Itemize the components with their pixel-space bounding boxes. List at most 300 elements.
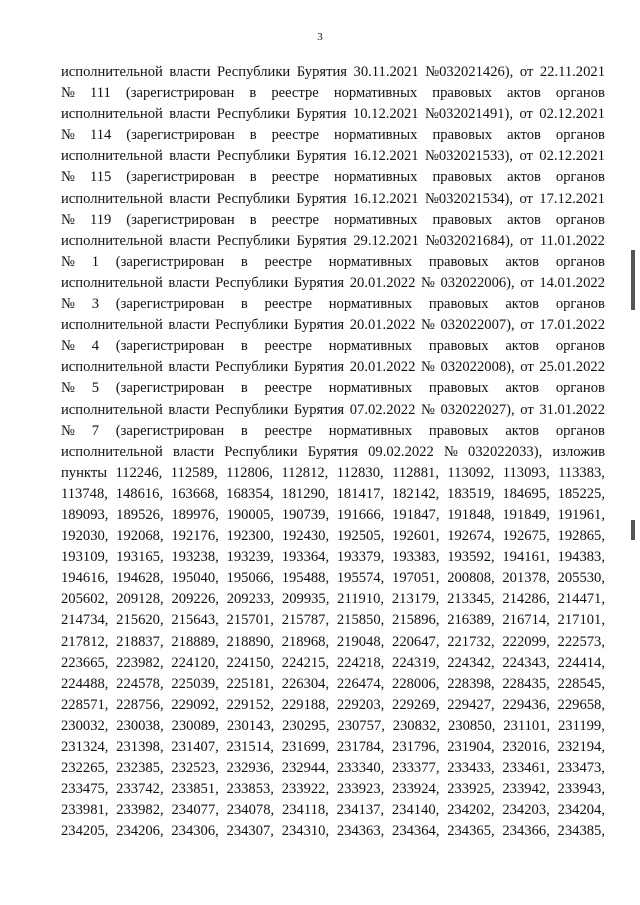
word: 230832,: [392, 717, 441, 734]
word: Бурятия: [296, 190, 347, 207]
word: 233461,: [502, 760, 550, 777]
word: 7: [91, 422, 99, 439]
text-line: [61, 104, 605, 125]
word: 228571,: [61, 696, 109, 713]
word: №: [61, 211, 75, 228]
word: 232265,: [61, 760, 109, 777]
word: 09.02.2022: [368, 443, 434, 460]
word: 230850,: [447, 717, 496, 734]
text-line: [61, 737, 605, 758]
word: (зарегистрирован: [115, 422, 225, 439]
word: 194628,: [116, 570, 164, 587]
word: (зарегистрирован: [126, 169, 235, 186]
word: 14.01.2022: [539, 274, 605, 291]
word: в: [240, 338, 248, 355]
word: Бурятия: [296, 232, 347, 249]
word: Республики: [216, 106, 290, 123]
word: 214734,: [61, 612, 109, 629]
word: актов: [507, 169, 541, 186]
word: 224150,: [226, 654, 274, 671]
word: 223665,: [61, 654, 109, 671]
word: 197051,: [392, 570, 440, 587]
word: 183519,: [447, 485, 495, 502]
word: 17.01.2022: [539, 317, 605, 334]
word: 233942,: [502, 781, 550, 798]
word: 215896,: [392, 612, 440, 629]
word: 232194,: [557, 739, 605, 755]
word: 191849,: [502, 506, 550, 523]
word: 189093,: [61, 506, 109, 523]
word: 181290,: [281, 485, 329, 502]
word: 214286,: [502, 591, 550, 608]
word: 194616,: [61, 570, 109, 587]
word: 205530,: [557, 570, 605, 587]
word: 234202,: [447, 802, 495, 819]
word: исполнительной: [61, 359, 163, 376]
word: 112881,: [392, 464, 439, 481]
word: в: [240, 296, 248, 313]
word: 192865,: [557, 528, 605, 545]
word: 230143,: [226, 717, 275, 734]
word: 233473,: [557, 760, 605, 777]
word: 232385,: [116, 760, 164, 777]
word: 231398,: [116, 739, 164, 755]
text-line: [61, 62, 605, 83]
word: 233922,: [281, 781, 330, 798]
word: в: [249, 211, 257, 228]
word: 233851,: [171, 781, 219, 798]
word: 113093,: [502, 464, 550, 481]
word: правовых: [432, 169, 493, 186]
word: 231101,: [503, 717, 551, 734]
word: 209128,: [116, 591, 164, 608]
word: 20.01.2022: [349, 274, 416, 291]
word: 30.11.2021: [353, 64, 419, 80]
word: 223982,: [116, 654, 164, 671]
word: 226474,: [336, 675, 385, 692]
word: 193592,: [447, 549, 495, 566]
text-line: [61, 315, 605, 336]
word: 10.12.2021: [352, 106, 419, 123]
word: 229188,: [281, 696, 330, 713]
word: 234205,: [61, 823, 109, 840]
text-line: [61, 357, 605, 378]
word: 112246,: [115, 464, 163, 481]
word: 224218,: [336, 654, 385, 671]
word: Республики: [215, 401, 289, 418]
word: 233340,: [336, 760, 385, 777]
word: 115: [89, 169, 112, 186]
word: власти: [169, 148, 211, 165]
word: органов: [555, 169, 605, 186]
word: 221732,: [447, 633, 495, 650]
word: 234206,: [116, 823, 164, 840]
word: Республики: [215, 317, 289, 334]
word: 190005,: [226, 506, 274, 523]
word: 229436,: [502, 696, 550, 713]
word: правовых: [428, 422, 489, 439]
word: 16.12.2021: [352, 148, 419, 165]
word: 148616,: [115, 485, 164, 502]
word: 224342,: [447, 654, 495, 671]
word: (зарегистрирован: [125, 85, 235, 102]
word: 233981,: [61, 802, 109, 819]
word: исполнительной: [61, 232, 163, 249]
word: 229203,: [336, 696, 385, 713]
word: (зарегистрирован: [115, 296, 225, 313]
word: 231324,: [61, 739, 109, 755]
word: 191961,: [557, 506, 605, 523]
word: 192505,: [336, 528, 385, 545]
word: №: [61, 169, 75, 186]
text-line: [61, 484, 605, 505]
word: 234118,: [281, 802, 329, 819]
word: 181417,: [336, 485, 385, 502]
text-line: [61, 758, 605, 779]
word: 230295,: [282, 717, 330, 734]
word: 213345,: [447, 591, 495, 608]
word: исполнительной: [61, 443, 163, 460]
word: (зарегистрирован: [115, 338, 225, 355]
word: реестре: [264, 296, 312, 313]
word: нормативных: [333, 85, 418, 102]
text-line: [61, 653, 605, 674]
text-line: [61, 547, 605, 568]
word: 112589,: [170, 464, 218, 481]
word: 184695,: [502, 485, 550, 502]
word: актов: [507, 127, 541, 144]
text-line: [61, 231, 605, 252]
word: актов: [505, 338, 540, 355]
word: (зарегистрирован: [126, 211, 235, 228]
word: органов: [555, 253, 605, 270]
text-line: [61, 400, 605, 421]
word: актов: [507, 85, 541, 102]
word: 234310,: [281, 823, 330, 840]
word: 234140,: [391, 802, 440, 819]
word: в: [249, 85, 257, 102]
text-line: [61, 210, 605, 231]
word: 233982,: [116, 802, 164, 819]
word: 11.01.2022: [539, 232, 605, 249]
word: №: [420, 401, 435, 418]
word: от: [520, 359, 534, 376]
text-line: [61, 800, 605, 821]
word: 02.12.2021: [539, 148, 605, 165]
word: 233742,: [116, 781, 164, 798]
word: 215643,: [171, 612, 219, 629]
word: исполнительной: [61, 274, 163, 291]
scan-edge-mark: [631, 520, 635, 540]
word: от: [520, 401, 534, 418]
word: актов: [505, 296, 540, 313]
text-line: [61, 695, 605, 716]
text-line: [61, 674, 605, 695]
word: 217101,: [557, 612, 605, 629]
word: 224488,: [61, 675, 109, 692]
word: власти: [168, 317, 210, 334]
word: Бурятия: [307, 443, 358, 460]
word: Бурятия: [293, 317, 345, 334]
word: пункты: [61, 464, 107, 481]
word: 192068,: [116, 528, 164, 545]
word: 112830,: [336, 464, 384, 481]
word: 209226,: [171, 591, 219, 608]
word: от: [519, 232, 534, 249]
word: 185225,: [557, 485, 605, 502]
word: в: [249, 127, 257, 144]
word: 225181,: [226, 675, 274, 692]
word: 119: [89, 211, 112, 228]
word: 234137,: [336, 802, 385, 819]
word: власти: [168, 359, 210, 376]
text-line: [61, 442, 605, 463]
word: органов: [555, 85, 605, 102]
word: 234203,: [502, 802, 550, 819]
word: 032022033),: [468, 443, 543, 460]
word: 224343,: [502, 654, 550, 671]
word: 218890,: [226, 633, 274, 650]
word: 4: [91, 338, 99, 355]
word: Бурятия: [293, 274, 345, 291]
word: 234077,: [171, 802, 219, 819]
word: 182142,: [391, 485, 440, 502]
word: 234307,: [226, 823, 274, 840]
word: 114: [89, 127, 112, 144]
word: 193239,: [226, 549, 274, 566]
word: 229152,: [226, 696, 274, 713]
word: нормативных: [328, 296, 413, 313]
word: в: [249, 169, 257, 186]
word: актов: [505, 253, 540, 270]
word: №: [61, 253, 75, 270]
word: в: [240, 422, 248, 439]
word: реестре: [271, 211, 320, 228]
word: власти: [169, 64, 211, 80]
word: 230032,: [61, 717, 109, 734]
word: №: [61, 380, 75, 397]
word: №032021491),: [424, 106, 514, 123]
word: правовых: [428, 296, 489, 313]
word: 213179,: [391, 591, 440, 608]
word: 194161,: [502, 549, 550, 566]
word: 163668,: [170, 485, 219, 502]
word: 218837,: [116, 633, 164, 650]
word: №: [61, 338, 75, 355]
word: 215850,: [336, 612, 385, 629]
word: нормативных: [334, 169, 418, 186]
word: 032022007),: [440, 317, 515, 334]
text-line: [61, 146, 605, 167]
word: №032021684),: [425, 232, 514, 249]
word: от: [520, 274, 534, 291]
word: 193238,: [171, 549, 219, 566]
word: нормативных: [334, 127, 418, 144]
word: Бурятия: [293, 401, 345, 418]
word: 112812,: [281, 464, 329, 481]
word: 231796,: [392, 739, 440, 755]
word: №032021426),: [425, 64, 514, 80]
word: нормативных: [328, 422, 413, 439]
word: 228545,: [557, 675, 605, 692]
word: 195574,: [336, 570, 385, 587]
word: 215787,: [281, 612, 330, 629]
word: 113748,: [61, 485, 108, 502]
word: №032021533),: [424, 148, 514, 165]
word: №: [61, 85, 75, 102]
word: 200808,: [447, 570, 495, 587]
word: правовых: [432, 127, 493, 144]
word: правовых: [428, 338, 489, 355]
word: №: [420, 359, 435, 376]
word: 229092,: [171, 696, 219, 713]
word: реестре: [264, 422, 312, 439]
word: Республики: [215, 274, 289, 291]
word: Бурятия: [296, 106, 347, 123]
word: 02.12.2021: [539, 106, 605, 123]
word: 226304,: [281, 675, 330, 692]
text-line: [61, 632, 605, 653]
word: исполнительной: [61, 317, 163, 334]
word: от: [520, 317, 534, 334]
word: 195066,: [226, 570, 274, 587]
word: Республики: [216, 190, 290, 207]
word: от: [519, 148, 533, 165]
word: 113383,: [558, 464, 605, 481]
text-line: [61, 568, 605, 589]
word: 229269,: [392, 696, 440, 713]
word: №: [420, 317, 435, 334]
word: 229427,: [447, 696, 495, 713]
word: Республики: [215, 359, 289, 376]
word: в: [240, 253, 248, 270]
word: правовых: [432, 211, 493, 228]
word: 192030,: [61, 528, 109, 545]
word: 194383,: [557, 549, 605, 566]
word: 191848,: [447, 506, 495, 523]
word: 233853,: [226, 781, 274, 798]
word: 189526,: [116, 506, 164, 523]
word: 113092,: [447, 464, 495, 481]
word: 211910,: [337, 591, 385, 608]
word: исполнительной: [61, 190, 163, 207]
word: 168354,: [226, 485, 274, 502]
word: 228398,: [447, 675, 495, 692]
word: 16.12.2021: [352, 190, 419, 207]
word: 234365,: [447, 823, 495, 840]
word: 195488,: [281, 570, 330, 587]
word: 219048,: [336, 633, 385, 650]
word: Республики: [216, 148, 290, 165]
word: 232016,: [502, 739, 550, 755]
word: 234385,: [557, 823, 605, 840]
word: 20.01.2022: [349, 317, 416, 334]
word: власти: [169, 106, 211, 123]
word: 07.02.2022: [349, 401, 416, 418]
word: правовых: [428, 253, 489, 270]
text-line: [61, 83, 605, 104]
text-line: [61, 589, 605, 610]
word: от: [519, 106, 533, 123]
page-number: 3: [317, 31, 323, 43]
word: 192176,: [171, 528, 219, 545]
word: реестре: [271, 85, 319, 102]
word: 224120,: [171, 654, 219, 671]
word: 214471,: [557, 591, 605, 608]
word: 111: [90, 85, 111, 102]
word: Бурятия: [293, 359, 345, 376]
word: 234078,: [226, 802, 275, 819]
text-line: [61, 189, 605, 210]
word: реестре: [271, 127, 320, 144]
word: органов: [555, 296, 605, 313]
word: 224414,: [557, 654, 605, 671]
text-line: [61, 610, 605, 631]
word: 193165,: [116, 549, 164, 566]
text-line: [61, 421, 605, 442]
word: реестре: [264, 338, 312, 355]
word: 1: [91, 253, 99, 270]
word: 224578,: [116, 675, 164, 692]
word: (зарегистрирован: [115, 253, 225, 270]
word: изложив: [552, 443, 605, 460]
word: Республики: [224, 443, 298, 460]
word: №032021534),: [424, 190, 514, 207]
word: 228756,: [116, 696, 164, 713]
word: 217812,: [61, 633, 109, 650]
word: 234363,: [336, 823, 385, 840]
word: 193379,: [336, 549, 385, 566]
word: органов: [555, 127, 605, 144]
word: от: [519, 190, 533, 207]
word: 032022027),: [440, 401, 515, 418]
word: 192601,: [392, 528, 440, 545]
word: власти: [168, 401, 210, 418]
word: 228435,: [502, 675, 550, 692]
word: от: [519, 64, 534, 80]
word: Бурятия: [296, 64, 347, 80]
word: 234364,: [392, 823, 440, 840]
word: 192674,: [447, 528, 495, 545]
word: 230038,: [116, 717, 164, 734]
word: реестре: [271, 169, 320, 186]
word: 233377,: [392, 760, 440, 777]
word: 29.12.2021: [353, 232, 419, 249]
word: 209935,: [281, 591, 330, 608]
word: №: [443, 443, 458, 460]
word: органов: [555, 338, 605, 355]
word: 205602,: [61, 591, 109, 608]
word: 191847,: [392, 506, 440, 523]
word: исполнительной: [61, 64, 163, 80]
word: правовых: [428, 380, 489, 397]
word: 233433,: [447, 760, 495, 777]
word: 189976,: [171, 506, 219, 523]
word: 233943,: [557, 781, 605, 798]
text-line: [61, 167, 605, 188]
word: 224319,: [392, 654, 440, 671]
word: 192675,: [502, 528, 550, 545]
word: 233924,: [392, 781, 440, 798]
word: власти: [173, 443, 215, 460]
word: 233475,: [61, 781, 109, 798]
word: 231407,: [171, 739, 219, 755]
word: органов: [555, 211, 605, 228]
word: Республики: [217, 64, 291, 80]
word: 032022006),: [440, 274, 515, 291]
word: 234366,: [502, 823, 550, 840]
word: актов: [507, 211, 541, 228]
